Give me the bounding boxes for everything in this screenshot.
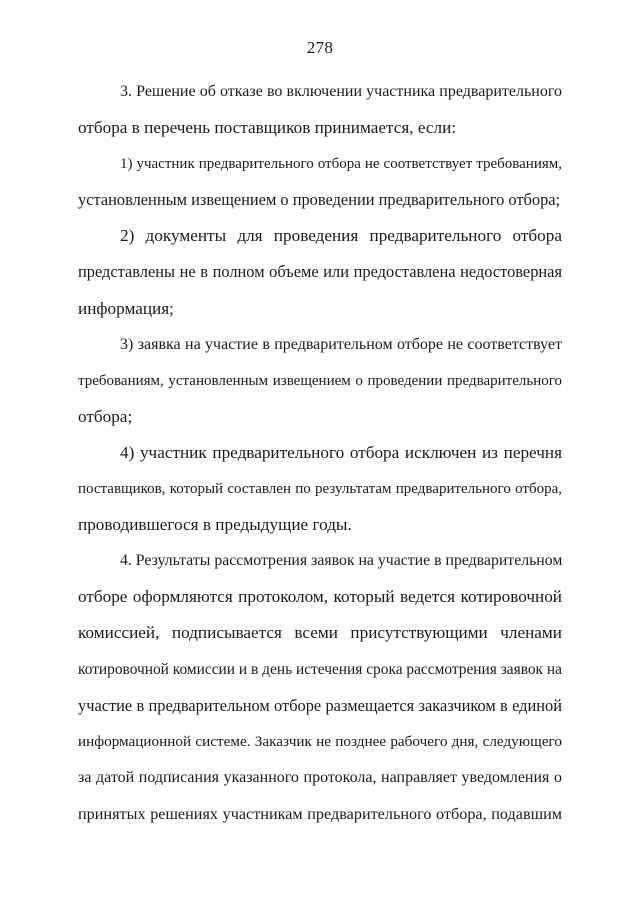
text-line: котировочной комиссии и в день истечения срока рассмотрения заявок на [78,660,562,678]
list-item-1 [78,146,562,218]
list-item-4 [78,435,562,543]
text-line: отбора в перечень поставщиков принимается, если: [78,118,457,138]
text-line: отборе оформляются протоколом, который ведется котировочной [78,587,562,607]
list-item-2 [78,218,562,326]
text-line: установленным извещением о проведении предварительного отбора; [78,190,561,210]
text-line: комиссией, подписывается всеми присутствующими членами [78,623,562,643]
text-line: 4) участник предварительного отбора исключен из перечня [120,442,562,462]
document-body [78,74,562,832]
paragraph-4-results [78,543,562,832]
text-line: информация; [78,298,174,318]
text-line: 3) заявка на участие в предварительном отборе не соответствует [120,335,562,353]
text-line: за датой подписания указанного протокола, направляет уведомления о [78,768,562,786]
paragraph-3-refusal-intro [78,74,562,146]
text-line: участие в предварительном отборе размещается заказчиком в единой [78,695,562,715]
text-line: 2) документы для проведения предварительного отбора [120,226,562,246]
text-line: представлены не в полном объеме или предоставлена недостоверная [78,262,562,282]
list-item-3 [78,327,562,435]
text-line: отбора; [78,406,133,426]
text-line: принятых решениях участникам предварительного отбора, подавшим [78,804,562,823]
text-line: 4. Результаты рассмотрения заявок на участие в предварительном [120,552,562,570]
text-line: 3. Решение об отказе во включении участника предварительного [120,83,562,100]
page-number: 278 [306,38,334,57]
text-line: 1) участник предварительного отбора не соответствует требованиям, [120,156,562,173]
text-line: проводившегося в предыдущие годы. [78,515,352,535]
text-line: поставщиков, который составлен по результатам предварительного отбора, [78,481,562,498]
text-line: требованиям, установленным извещением о проведении предварительного [78,372,562,389]
text-line: информационной системе. Заказчик не позднее рабочего дня, следующего [78,732,562,750]
